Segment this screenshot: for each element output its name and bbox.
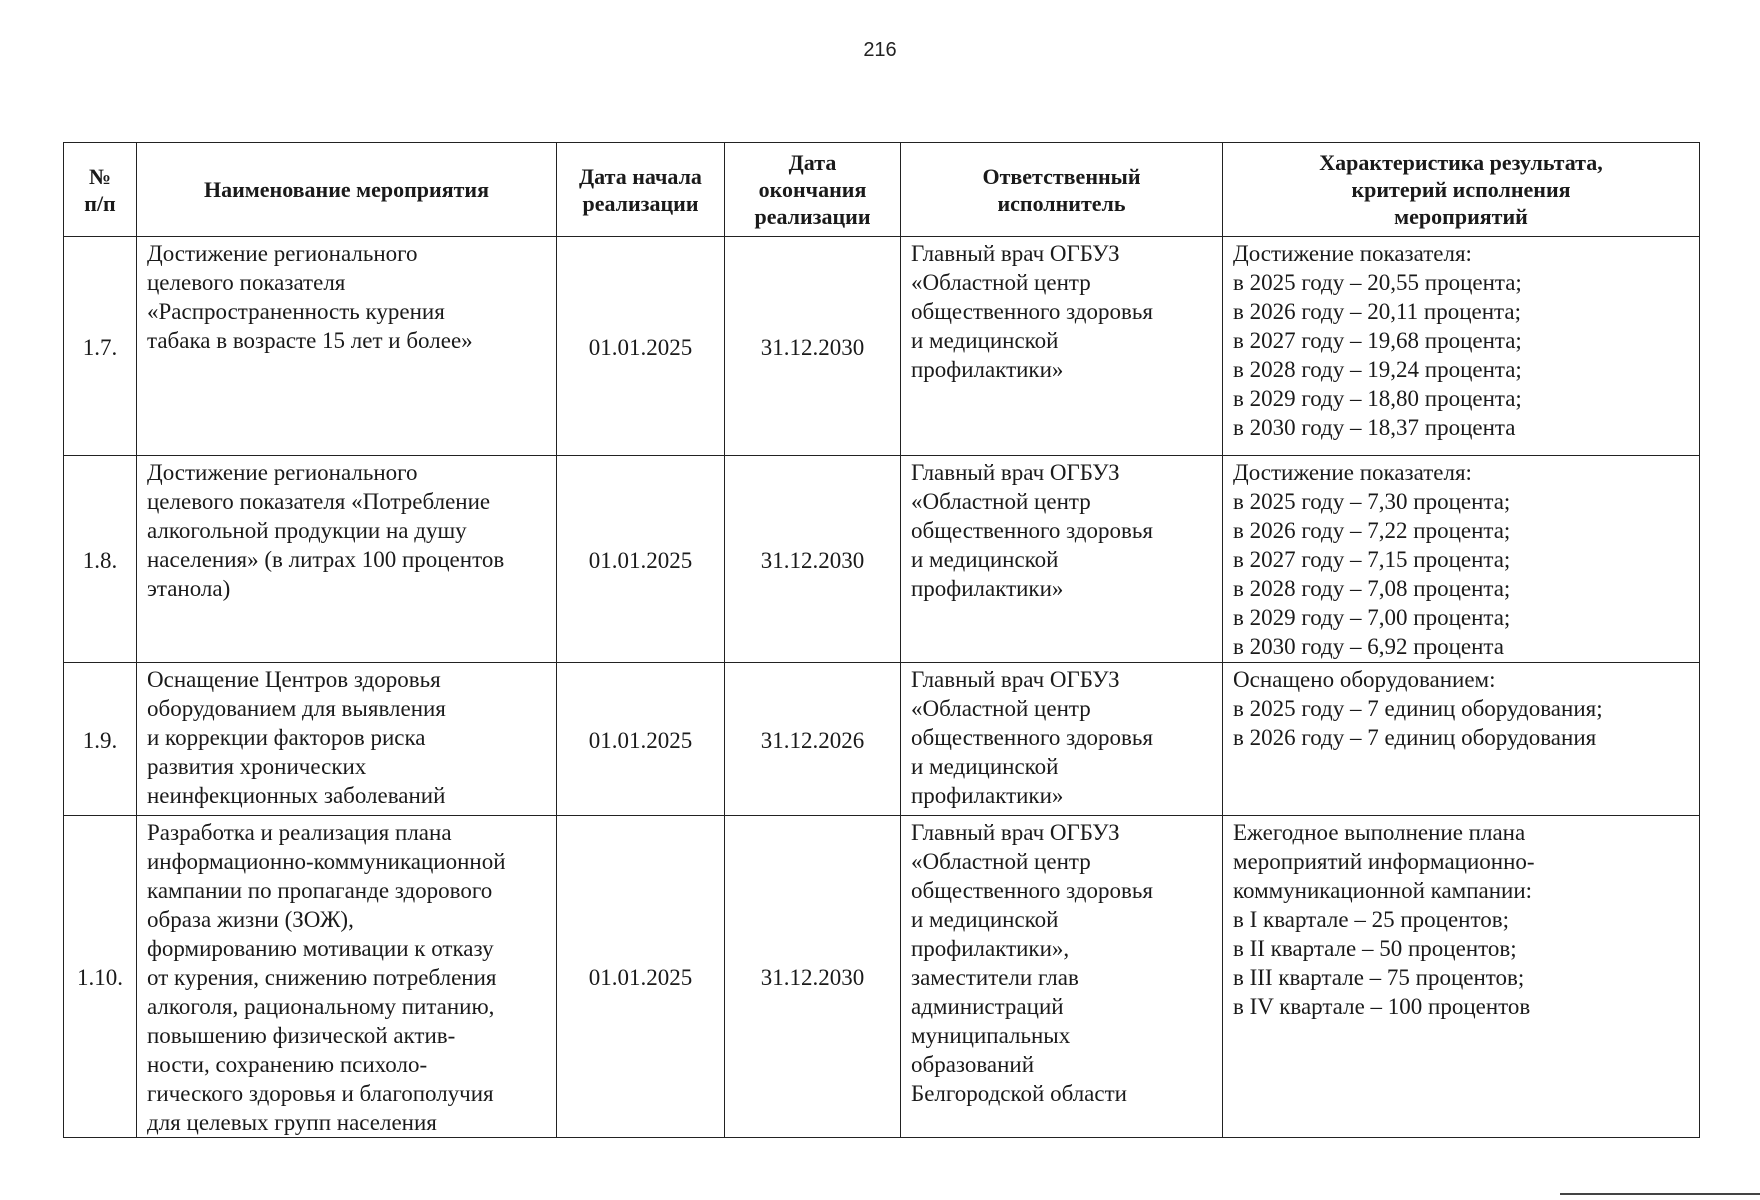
event-name xyxy=(137,456,557,663)
text-line: реализации xyxy=(582,190,699,216)
responsible-executor xyxy=(901,456,1223,663)
text-line: и медицинской xyxy=(911,547,1059,572)
text-line: в II квартале – 50 процентов; xyxy=(1233,936,1517,961)
text-line: профилактики» xyxy=(911,783,1064,808)
end-date: 31.12.2030 xyxy=(725,237,901,456)
text-line: общественного здоровья xyxy=(911,878,1153,903)
text-line: в 2030 году – 6,92 процента xyxy=(1233,634,1504,659)
text-line: в 2029 году – 18,80 процента; xyxy=(1233,386,1522,411)
text-line: в IV квартале – 100 процентов xyxy=(1233,994,1531,1019)
text-line: исполнитель xyxy=(997,190,1126,216)
text-line: Характеристика результата, xyxy=(1319,150,1603,175)
text-line: ности, сохранению психоло- xyxy=(147,1052,428,1077)
text-line: профилактики», xyxy=(911,936,1070,961)
row-number: 1.10. xyxy=(64,816,137,1138)
header-name xyxy=(137,143,557,237)
event-name xyxy=(137,237,557,456)
text-line: образований xyxy=(911,1052,1035,1077)
events-table xyxy=(63,142,1700,1138)
text-line: муниципальных xyxy=(911,1023,1071,1048)
text-line: в 2027 году – 7,15 процента; xyxy=(1233,547,1511,572)
header-result xyxy=(1223,143,1700,237)
text-line: табака в возрасте 15 лет и более» xyxy=(147,328,473,353)
text-line: населения» (в литрах 100 процентов xyxy=(147,547,505,572)
text-line: в 2027 году – 19,68 процента; xyxy=(1233,328,1522,353)
row-number: 1.7. xyxy=(64,237,137,456)
start-date: 01.01.2025 xyxy=(557,663,725,816)
result-criteria xyxy=(1223,237,1700,456)
text-line: п/п xyxy=(84,190,116,216)
text-line: в 2026 году – 7 единиц оборудования xyxy=(1233,725,1597,750)
text-line: Дата начала xyxy=(579,163,702,189)
start-date: 01.01.2025 xyxy=(557,816,725,1138)
text-line: гического здоровья и благополучия xyxy=(147,1081,494,1106)
result-criteria xyxy=(1223,663,1700,816)
text-line: критерий исполнения xyxy=(1351,177,1571,202)
text-line: образа жизни (ЗОЖ), xyxy=(147,907,354,932)
text-line: Белгородской области xyxy=(911,1081,1127,1106)
responsible-executor xyxy=(901,663,1223,816)
header-start-date xyxy=(557,143,725,237)
text-line: в 2025 году – 20,55 процента; xyxy=(1233,270,1522,295)
text-line: мероприятий информационно- xyxy=(1233,849,1535,874)
end-date: 31.12.2030 xyxy=(725,456,901,663)
text-line: целевого показателя xyxy=(147,270,346,295)
header-responsible xyxy=(901,143,1223,237)
text-line: администраций xyxy=(911,994,1064,1019)
text-line: окончания xyxy=(758,177,867,202)
table-row xyxy=(64,663,1700,816)
text-line: реализации xyxy=(754,204,871,229)
text-line: неинфекционных заболеваний xyxy=(147,783,446,808)
text-line: в 2029 году – 7,00 процента; xyxy=(1233,605,1511,630)
table-row xyxy=(64,237,1700,456)
event-name xyxy=(137,816,557,1138)
text-line: Главный врач ОГБУЗ xyxy=(911,667,1120,692)
scan-edge-line xyxy=(1560,1193,1760,1195)
text-line: «Областной центр xyxy=(911,696,1091,721)
text-line: в 2025 году – 7 единиц оборудования; xyxy=(1233,696,1603,721)
text-line: в 2030 году – 18,37 процента xyxy=(1233,415,1516,440)
text-line: и медицинской xyxy=(911,328,1059,353)
text-line: Оснащение Центров здоровья xyxy=(147,667,441,692)
text-line: общественного здоровья xyxy=(911,299,1153,324)
text-line: Ответственный xyxy=(982,163,1141,189)
table-header xyxy=(64,143,1700,237)
text-line: для целевых групп населения xyxy=(147,1110,437,1135)
text-line: информационно-коммуникационной xyxy=(147,849,506,874)
header-end-date xyxy=(725,143,901,237)
text-line: этанола) xyxy=(147,576,231,601)
text-line: Главный врач ОГБУЗ xyxy=(911,241,1120,266)
text-line: коммуникационной кампании: xyxy=(1233,878,1533,903)
text-line: Достижение регионального xyxy=(147,241,418,266)
text-line: Ежегодное выполнение плана xyxy=(1233,820,1526,845)
text-line: Наименование мероприятия xyxy=(203,177,490,202)
text-line: мероприятий xyxy=(1394,204,1528,229)
text-line: Главный врач ОГБУЗ xyxy=(911,460,1120,485)
row-number: 1.9. xyxy=(64,663,137,816)
text-line: Достижение показателя: xyxy=(1233,241,1472,266)
row-number: 1.8. xyxy=(64,456,137,663)
end-date: 31.12.2030 xyxy=(725,816,901,1138)
text-line: общественного здоровья xyxy=(911,725,1153,750)
page-number: 216 xyxy=(863,39,897,61)
text-line: «Областной центр xyxy=(911,270,1091,295)
text-line: и медицинской xyxy=(911,907,1059,932)
text-line: Главный врач ОГБУЗ xyxy=(911,820,1120,845)
text-line: в 2025 году – 7,30 процента; xyxy=(1233,489,1511,514)
start-date: 01.01.2025 xyxy=(557,456,725,663)
text-line: в 2026 году – 7,22 процента; xyxy=(1233,518,1511,543)
text-line: в 2028 году – 7,08 процента; xyxy=(1233,576,1511,601)
text-line: Дата xyxy=(788,150,837,175)
text-line: целевого показателя «Потребление xyxy=(147,489,491,514)
start-date: 01.01.2025 xyxy=(557,237,725,456)
text-line: Оснащено оборудованием: xyxy=(1233,667,1496,692)
text-line: формированию мотивации к отказу xyxy=(147,936,494,961)
text-line: развития хронических xyxy=(147,754,367,779)
text-line: заместители глав xyxy=(911,965,1079,990)
text-line: в 2026 году – 20,11 процента; xyxy=(1233,299,1521,324)
text-line: повышению физической актив- xyxy=(147,1023,456,1048)
text-line: алкоголя, рациональному питанию, xyxy=(147,994,495,1019)
header-row xyxy=(64,143,1700,237)
text-line: от курения, снижению потребления xyxy=(147,965,497,990)
result-criteria xyxy=(1223,456,1700,663)
text-line: алкогольной продукции на душу xyxy=(147,518,467,543)
header-num xyxy=(64,143,137,237)
event-name xyxy=(137,663,557,816)
table-row xyxy=(64,816,1700,1138)
text-line: Разработка и реализация плана xyxy=(147,820,452,845)
text-line: «Областной центр xyxy=(911,849,1091,874)
text-line: Достижение показателя: xyxy=(1233,460,1472,485)
table-body xyxy=(64,237,1700,1138)
text-line: «Областной центр xyxy=(911,489,1091,514)
text-line: профилактики» xyxy=(911,357,1064,382)
text-line: в I квартале – 25 процентов; xyxy=(1233,907,1509,932)
text-line: кампании по пропаганде здорового xyxy=(147,878,493,903)
responsible-executor xyxy=(901,816,1223,1138)
text-line: оборудованием для выявления xyxy=(147,696,446,721)
text-line: и медицинской xyxy=(911,754,1059,779)
text-line: общественного здоровья xyxy=(911,518,1153,543)
text-line: в 2028 году – 19,24 процента; xyxy=(1233,357,1522,382)
responsible-executor xyxy=(901,237,1223,456)
text-line: профилактики» xyxy=(911,576,1064,601)
text-line: Достижение регионального xyxy=(147,460,418,485)
text-line: «Распространенность курения xyxy=(147,299,445,324)
end-date: 31.12.2026 xyxy=(725,663,901,816)
text-line: № xyxy=(88,163,112,189)
text-line: в III квартале – 75 процентов; xyxy=(1233,965,1525,990)
text-line: и коррекции факторов риска xyxy=(147,725,426,750)
result-criteria xyxy=(1223,816,1700,1138)
table-row xyxy=(64,456,1700,663)
